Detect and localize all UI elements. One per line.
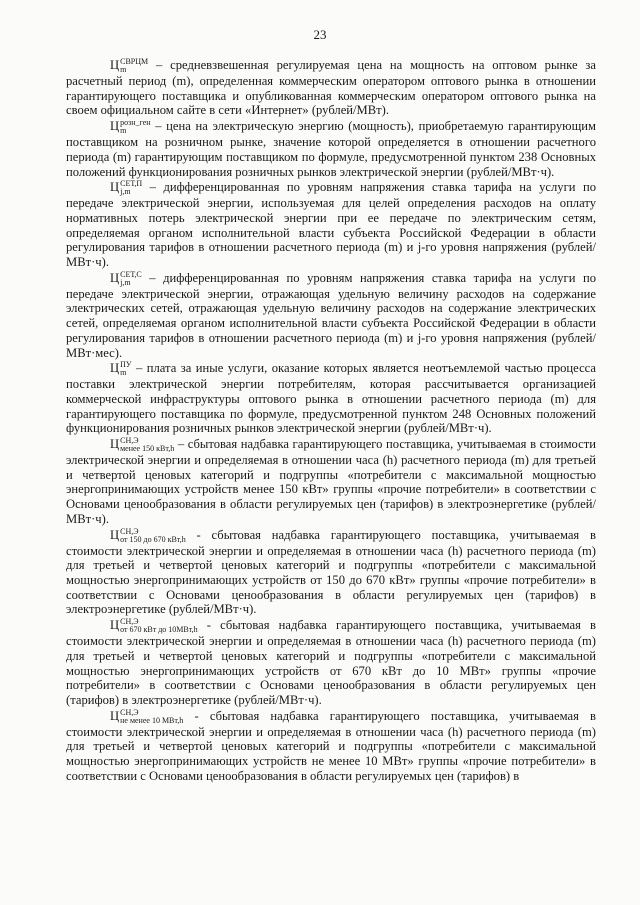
- definition-text: – плата за иные услуги, оказание которых является неотъемлемой частью процесса поставки электрической энергии потребителям, которая рассчитывается организацией коммерческой инфраструктуры оптового рынка в отношении расчетного периода (m) для гарантирующего поставщика по формуле, предусмотренной пунктом 248 Основных положений функционирования розничных рынков электрической энергии (рублей/МВт·ч).: [66, 361, 596, 436]
- formula-symbol: Ц СН,Э не менее 10 МВт,h: [110, 707, 184, 725]
- definition-paragraph: [66, 528, 596, 618]
- definition-paragraph: [66, 271, 596, 361]
- document-body: [66, 58, 596, 784]
- formula-symbol: Ц СН,Э от 150 до 670 кВт,h: [110, 526, 186, 544]
- definition-text: – сбытовая надбавка гарантирующего поставщика, учитываемая в стоимости электрической энергии и определяемая в отношении часа (h) расчетного периода (m) для третьей и четвертой ценовых категорий и подгруппы «потребители с максимальной мощностью энергопринимающих устройств менее 150 кВт» группы «прочие потребители» в соответствии с Основами ценообразования в области регулируемых цен (тарифов) в электроэнергетике (рублей/МВт·ч).: [66, 437, 596, 526]
- page-number: 23: [313, 27, 327, 42]
- definition-text: – дифференцированная по уровням напряжения ставка тарифа на услуги по передаче электрической энергии, используемая для целей определения расходов на оплату нормативных потерь электрической энергии при ее передаче по электрическим сетям, определяемая органом исполнительной власти субъекта Российской Федерации в области регулирования тарифов в отношении расчетного периода (m) и j-го уровня напряжения (рублей/МВт·ч).: [66, 180, 596, 270]
- formula-symbol: Ц ПУ m: [110, 360, 132, 378]
- definition-text: – средневзвешенная регулируемая цена на мощность на оптовом рынке за расчетный период (m), определенная коммерческим оператором оптового рынка в отношении гарантирующего поставщика и опубликованная коммерческим оператором оптового рынка на своем официальном сайте в сети «Интернет» (рублей/МВт).: [66, 58, 596, 118]
- definition-text: - сбытовая надбавка гарантирующего поставщика, учитываемая в стоимости электрической энергии и определяемая в отношении часа (h) расчетного периода (m) для третьей и четвертой ценовых категорий и подгруппы «потребители с максимальной мощностью энергопринимающих устройств от 150 до 670 кВт» группы «прочие потребители» в соответствии с Основами ценообразования в области регулируемых цен (тарифов) в электроэнергетике (рублей/МВт·ч).: [66, 527, 596, 617]
- definition-paragraph: [66, 58, 596, 118]
- definition-text: – дифференцированная по уровням напряжения ставка тарифа на услуги по передаче электрической энергии, отражающая удельную величину расходов на содержание электрических сетей, отражающая удельную величину расходов на содержание электрических сетей, определяемая органом исполнительной власти субъекта Российской Федерации в области регулирования тарифов в отношении расчетного периода (m) и j-го уровня напряжения (рублей/МВт·мес).: [66, 270, 596, 360]
- definition-paragraph: [66, 119, 596, 179]
- formula-symbol: Ц розн_ген m: [110, 118, 151, 136]
- formula-symbol: Ц СН,Э от 670 кВт до 10МВт,h: [110, 617, 198, 635]
- formula-symbol: Ц СЕТ,П j,m: [110, 179, 143, 197]
- definition-text: - сбытовая надбавка гарантирующего поставщика, учитываемая в стоимости электрической энергии и определяемая в отношении часа (h) расчетного периода (m) для третьей и четвертой ценовых категорий и подгруппы «потребители с максимальной мощностью энергопринимающих устройств не менее 10 МВт» группы «прочие потребители» в соответствии с Основами ценообразования в области регулируемых цен (тарифов) в: [66, 708, 596, 783]
- formula-symbol: Ц СВРЦМ m: [110, 57, 149, 74]
- definition-paragraph: [66, 361, 596, 436]
- formula-symbol: Ц СН,Э менее 150 кВт,h: [110, 436, 175, 454]
- definition-text: - сбытовая надбавка гарантирующего поставщика, учитываемая в стоимости электрической энергии и определяемая в отношении часа (h) расчетного периода (m) для третьей и четвертой ценовых категорий и подгруппы «потребители с максимальной мощностью энергопринимающих устройств от 670 кВт до 10 МВт» группы «прочие потребители» в соответствии с Основами ценообразования в области регулируемых цен (тарифов) в электроэнергетике (рублей/МВт·ч).: [66, 618, 596, 707]
- formula-symbol: Ц СЕТ,С j,m: [110, 269, 142, 287]
- definition-paragraph: [66, 437, 596, 527]
- definition-paragraph: [66, 618, 596, 708]
- definition-paragraph: [66, 709, 596, 784]
- definition-paragraph: [66, 180, 596, 270]
- definition-text: – цена на электрическую энергию (мощность), приобретаемую гарантирующим поставщиком на розничном рынке, значение которой определяется в отношении расчетного периода (m) гарантирующим поставщиком по формуле, предусмотренной пунктом 238 Основных положений функционирования розничных рынков электрической энергии (рублей/МВт·ч).: [66, 119, 596, 179]
